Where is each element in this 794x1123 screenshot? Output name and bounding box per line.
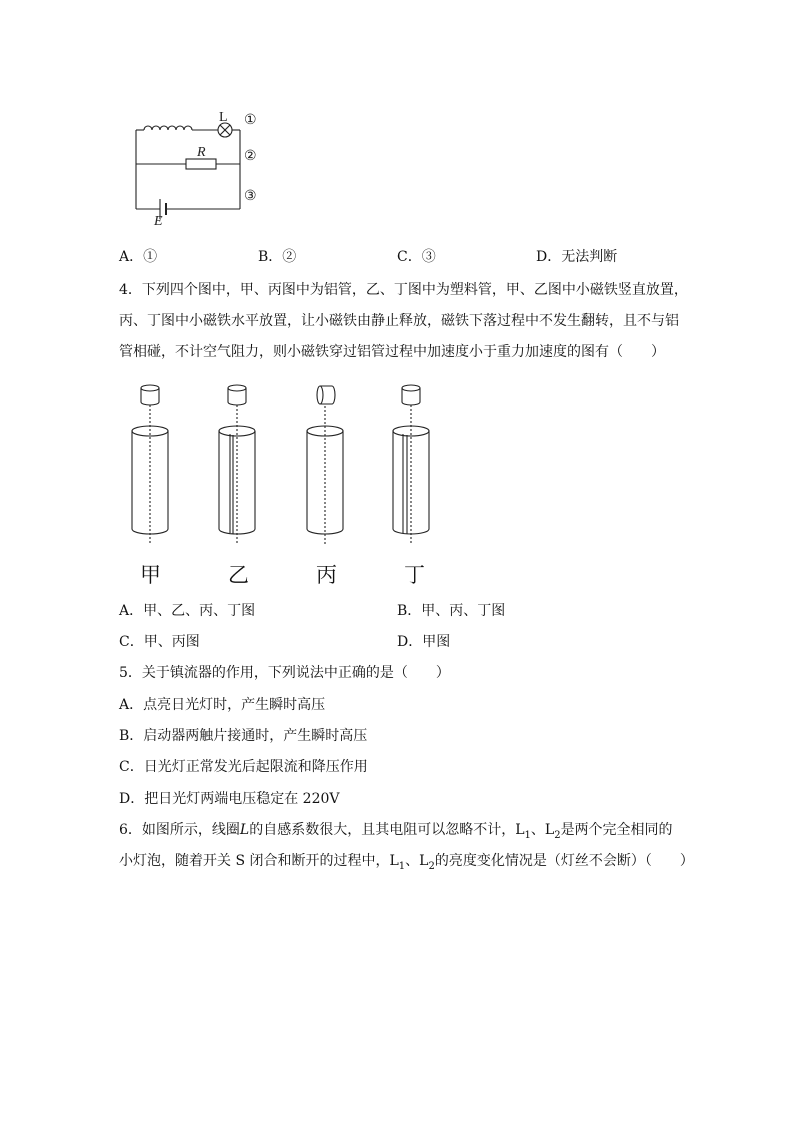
tubes-figure: [120, 376, 450, 546]
q6-text: 的自感系数很大，且其电阻可以忽略不计，L: [249, 822, 525, 838]
q6-text: 小灯泡，随着开关 S 闭合和断开的过程中，L: [119, 853, 399, 869]
q6-subscript: 1: [398, 860, 406, 872]
q4-option-a: A．甲、乙、丙、丁图: [119, 603, 256, 619]
q6-subscript: 2: [428, 860, 435, 872]
q6-text: 6．如图所示，线圈: [119, 822, 240, 838]
tube-ding: [393, 385, 429, 544]
inductor-coil: [144, 126, 192, 130]
q6-coil-symbol: L: [239, 822, 250, 838]
q6-subscript: 2: [554, 829, 561, 841]
q4-stem-line-1: 4．下列四个图中，甲、丙图中为铝管，乙、丁图中为塑料管，甲、乙图中小磁铁竖直放置，: [119, 282, 688, 298]
q4-option-d: D．甲图: [397, 634, 451, 650]
branch-marker-3: ③: [244, 189, 257, 204]
resistor-label: R: [197, 145, 206, 160]
q5-option-b: B．启动器两触片接通时，产生瞬时高压: [119, 728, 368, 744]
tube-jia: [132, 385, 168, 544]
q6-text: 的亮度变化情况是（灯丝不会断）（ ）: [434, 853, 694, 869]
figure-label-yi: 乙: [228, 563, 249, 587]
branch-marker-1: ①: [244, 113, 257, 128]
q6-text: 、L: [405, 853, 429, 869]
lamp-label: L: [219, 110, 228, 125]
q4-stem-line-2: 丙、丁图中小磁铁水平放置，让小磁铁由静止释放，磁铁下落过程中不发生翻转，且不与铝: [119, 313, 679, 329]
q6-text: 是两个完全相同的: [560, 822, 673, 838]
source-label: E: [154, 214, 163, 229]
q3-option-d: D．无法判断: [536, 249, 618, 265]
q4-option-c: C．甲、丙图: [119, 634, 200, 650]
q3-option-c: C．③: [397, 249, 436, 265]
branch-marker-2: ②: [244, 149, 257, 164]
q5-stem: 5．关于镇流器的作用，下列说法中正确的是（ ）: [119, 665, 450, 681]
tube-yi: [219, 385, 255, 544]
q6-stem-line-2: [119, 852, 694, 876]
tube-bing: [307, 386, 343, 544]
q6-subscript: 1: [524, 829, 531, 841]
q5-option-a: A．点亮日光灯时，产生瞬时高压: [119, 697, 326, 713]
q6-text: 、L: [530, 822, 555, 838]
q3-option-b: B．②: [258, 249, 297, 265]
q5-option-d: D．把日光灯两端电压稳定在 220V: [119, 791, 340, 807]
resistor-symbol: [186, 159, 216, 169]
figure-label-bing: 丙: [316, 563, 337, 587]
q5-option-c: C．日光灯正常发光后起限流和降压作用: [119, 759, 368, 775]
q6-stem-line-1: [119, 821, 673, 845]
circuit-diagram: [118, 100, 278, 230]
q4-option-b: B．甲、丙、丁图: [397, 603, 506, 619]
figure-label-jia: 甲: [140, 563, 161, 587]
q4-stem-line-3: 管相碰，不计空气阻力，则小磁铁穿过铝管过程中加速度小于重力加速度的图有（ ）: [119, 344, 665, 360]
q3-option-a: A．①: [119, 249, 158, 265]
figure-label-ding: 丁: [404, 563, 425, 587]
